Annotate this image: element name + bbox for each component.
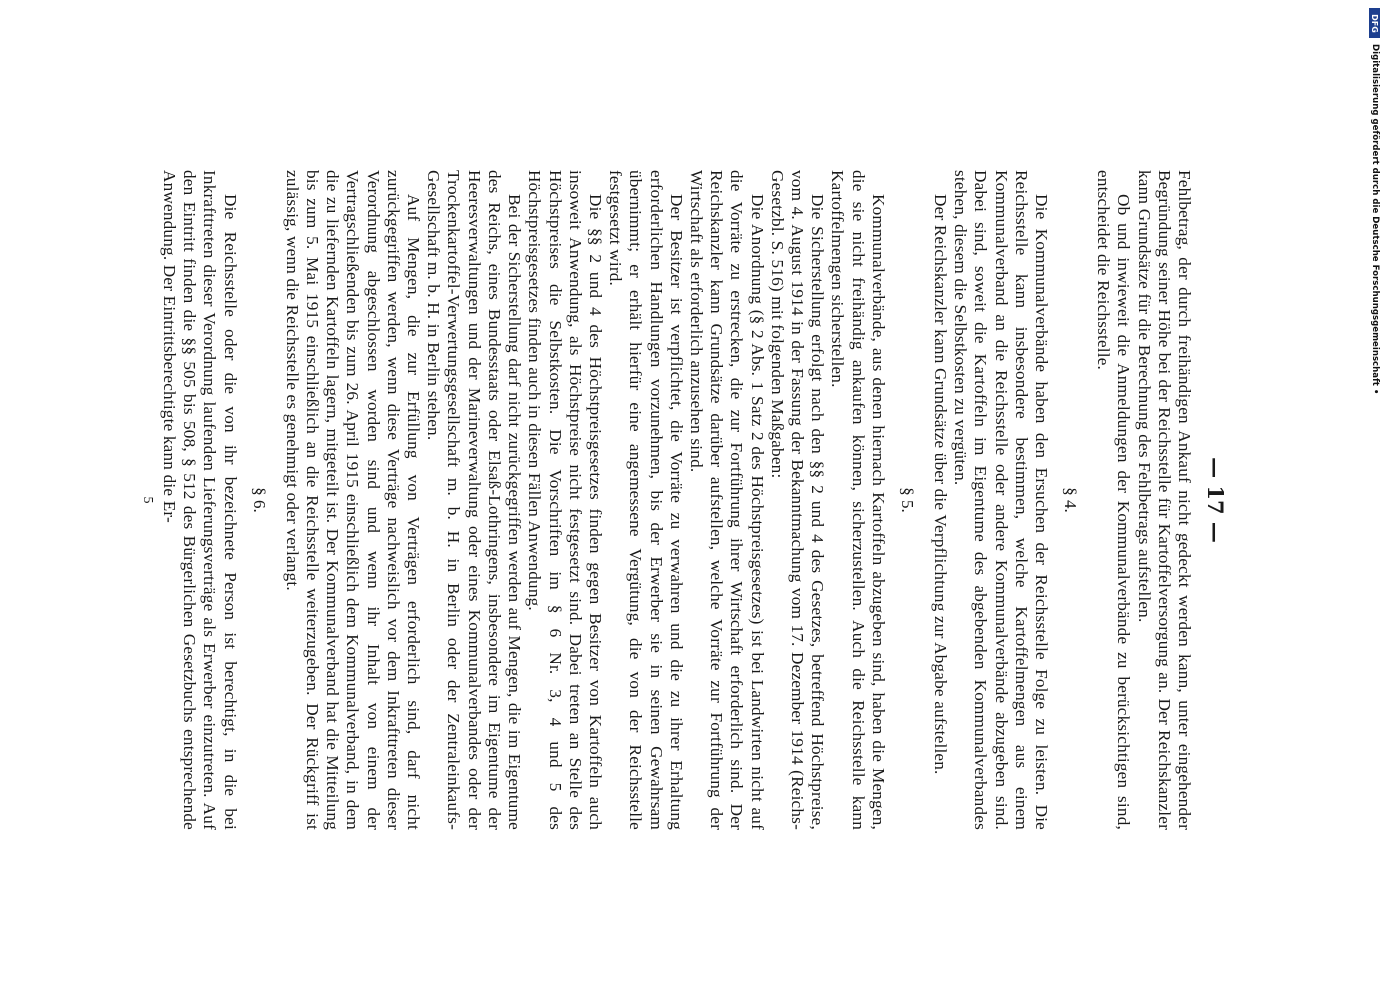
sheet-signature: 5 <box>139 496 155 504</box>
section-heading-4: § 4. <box>1060 487 1080 513</box>
scanned-page <box>139 150 1230 850</box>
dfg-logo-text: DFG <box>1370 13 1380 33</box>
paragraph: Die §§ 2 und 4 des Höchstpreisgesetzes finden gegen Besitzer von Kartoffeln auch insoweit Anwendung, als Höchstpreise nicht festgesetzt sind. Dabei treten an Stelle des Höchstpreises die Selbstkosten. Die Vorschriften im § 6 Nr. 3, 4 und 5 des Höchstpreisgesetzes finden auch in diesen Fällen Anwendung. <box>525 170 605 830</box>
paragraph: Die Anordnung (§ 2 Abs. 1 Satz 2 des Höchstpreisgesetzes) ist bei Landwirten nicht auf die Vorräte zu erstrecken, die zur Fortführung ihrer Wirtschaft erforderlich sind. Der Reichskanzler kann Grundsätze darüber aufstellen, welche Vorräte zur Fortführung der Wirtschaft als erforderlich anzusehen sind. <box>686 170 767 830</box>
paragraph: Bei der Sicherstellung darf nicht zurückgegriffen werden auf Mengen, die im Eigentume des Reichs, eines Bundesstaats oder Elsaß-Lothringens, insbesondere im Eigentume der Heeresverwaltungen und der Marineverwaltung oder eines Kommunalverbandes oder der Trockenkartoffel-Verwertungsgesellschaft m. b. H. in Berlin oder der Zentraleinkaufs-Gesellschaft m. b. H. in Berlin stehen. <box>424 170 525 830</box>
section-heading-5: § 5. <box>897 487 917 513</box>
paragraph: Die Sicherstellung erfolgt nach den §§ 2 und 4 des Gesetzes, betreffend Höchstpreise, vom 4. August 1914 in der Fassung der Bekanntmachung vom 17. Dezember 1914 (Reichs-Gesetzbl. S. 516) mit folgenden Maßgaben: <box>767 170 828 830</box>
paragraph: Der Reichskanzler kann Grundsätze über die Verpflichtung zur Abgabe aufstellen. <box>930 194 950 775</box>
paragraph: Kommunalverbände, aus denen hiernach Kartoffeln abzugeben sind, haben die Mengen, die sie nicht freihändig ankaufen können, sicherzustellen. Auch die Reichsstelle kann Kartoffelmengen sicherstellen. <box>828 170 888 830</box>
page-number: — 17 — <box>1203 457 1228 543</box>
paragraph: Die Kommunalverbände haben den Ersuchen der Reichsstelle Folge zu leisten. Die Reichsstelle kann insbesondere bestimmen, welche Kartoffelmengen aus einem Kommunalverband an die Reichsstelle oder andere Kommunalverbände abzugeben sind. Dabei sind, soweit die Kartoffeln im Eigentume des abgebenden Kommunalverbandes stehen, diesem die Selbstkosten zu vergüten. <box>951 170 1051 830</box>
paragraph: Fehlbetrag, der durch freihändigen Ankauf nicht gedeckt werden kann, unter eingehender Begründung seiner Höhe bei der Reichsstelle für Kartoffelversorgung an. Der Reichskanzler kann Grundsätze für die Berechnung des Fehlbetrags aufstellen. <box>1134 170 1194 830</box>
paragraph: Auf Mengen, die zur Erfüllung von Verträgen erforderlich sind, darf nicht zurückgegriffen werden, wenn diese Verträge nachweislich vor dem Inkrafttreten dieser Verordnung abgeschlossen worden sind und wenn ihr Inhalt von einem der Vertragschließenden bis zum 26. April 1915 einschließlich dem Kommunalverband, in dem die zu liefernden Kartoffeln lagern, mitgeteilt ist. Der Kommunalverband hat die Mitteilung bis zum 5. Mai 1915 einschließlich an die Reichsstelle weiterzugeben. Der Rückgriff ist zulässig, wenn die Reichsstelle es genehmigt oder verlangt. <box>282 170 424 830</box>
paragraph: Der Besitzer ist verpflichtet, die Vorräte zu verwahren und die zu ihrer Erhaltung erforderlichen Handlungen vorzunehmen, bis der Erwerber sie in seinen Gewahrsam übernimmt; er erhält hierfür eine angemessene Vergütung, die von der Reichsstelle festgesetzt wird. <box>606 170 686 830</box>
paragraph: Ob und inwieweit die Anmeldungen der Kommunalverbände zu berücksichtigen sind, entscheidet die Reichsstelle. <box>1094 170 1134 830</box>
section-heading-6: § 6. <box>249 487 269 513</box>
paragraph: Die Reichsstelle oder die von ihr bezeichnete Person ist berechtigt, in die bei Inkrafttreten dieser Verordnung laufenden Lieferungsverträge als Erwerber einzutreten. Auf den Eintritt finden die §§ 505 bis 508, § 512 des Bürgerlichen Gesetzbuchs entsprechende Anwendung. Der Eintrittsberechtigte kann die Er- <box>160 170 240 830</box>
dfg-logo <box>1369 8 1380 38</box>
dfg-credit-text: Digitalisierung gefördert durch die Deutsche Forschungsgemeinschaft • <box>1369 44 1380 395</box>
dfg-sidebar <box>1369 8 1380 788</box>
